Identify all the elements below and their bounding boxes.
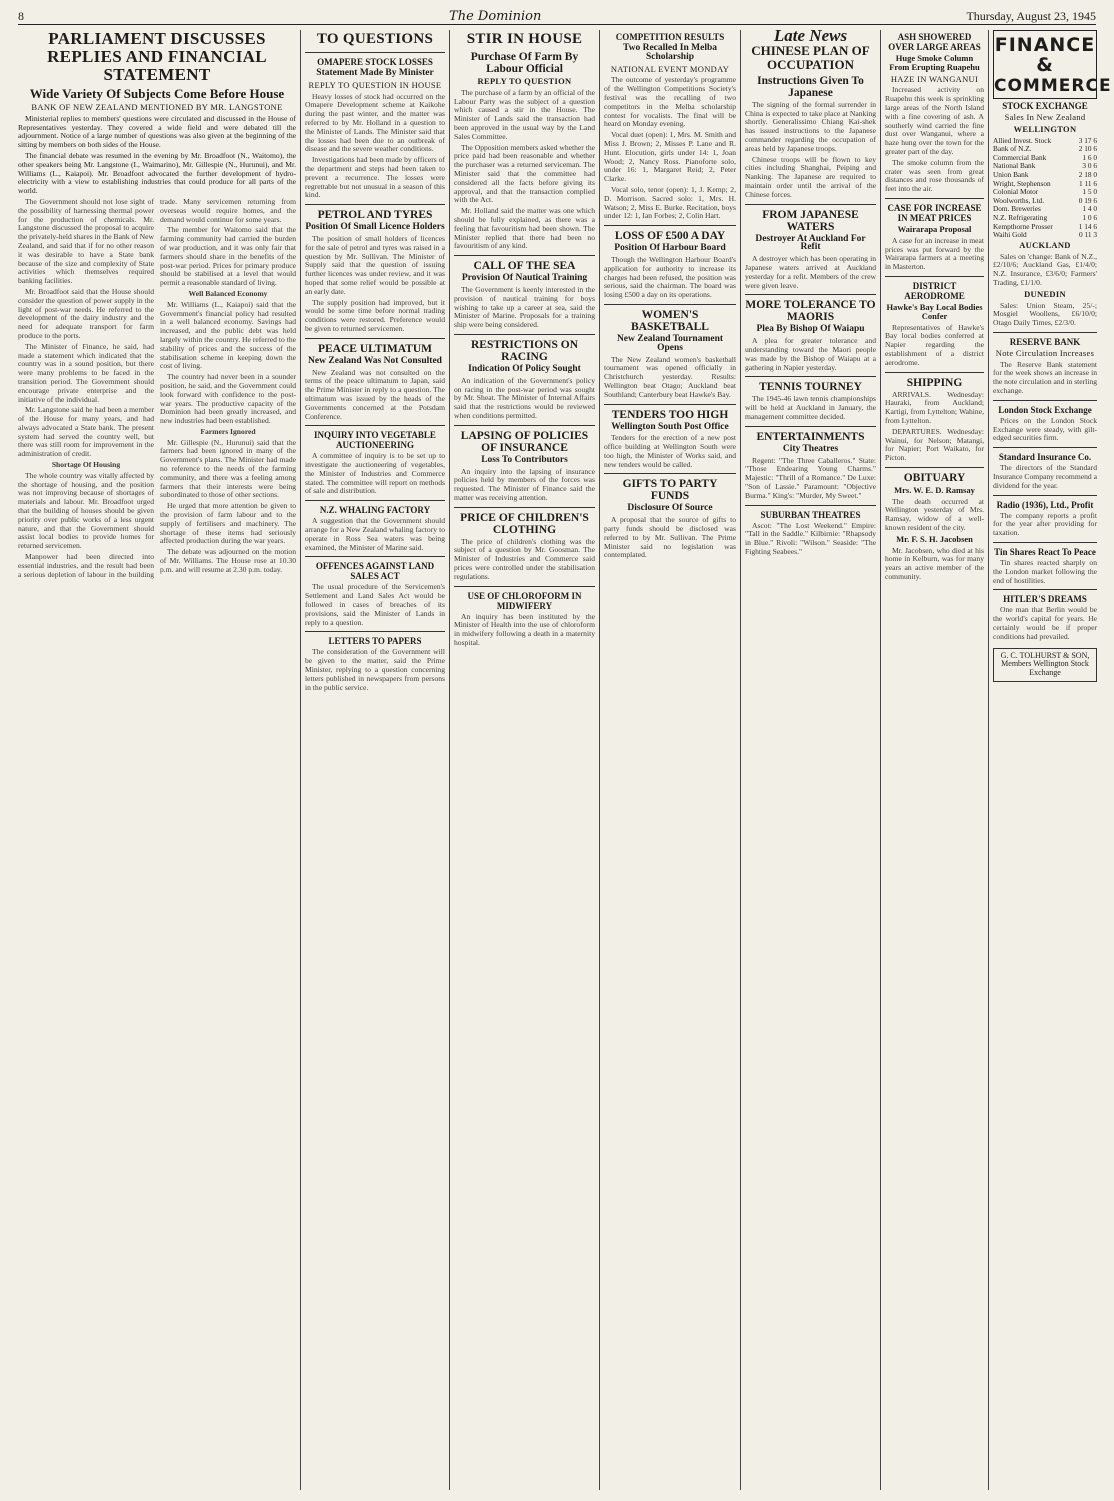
column-competition: COMPETITION RESULTS Two Recalled In Melba Scholarship NATIONAL EVENT MONDAY The outcome of yesterday's programme of the Wellington Competitions Society's festival was the recalling of two competitors in the Melba scholarship contest for vocalists. The final will be heard on Monday evening. Vocal duet (open): 1, Mrs. M. Smith and Miss J. Brown; 2, Misses P. Lane and R. Hunt. Elocution, girls under 14: 1, Joan Wood; 2, Nancy Ross. Pianoforte solo, under 16: 1, Margaret Reid; 2, Peter Clarke. Vocal solo, tenor (open): 1, J. Kemp; 2, D. Morrison. Sacred solo: 1, Mrs. H. Watson; 2, Miss E. Burke. Recitation, boys under 12: 1, Ian Forbes; 2, Colin Hart. LOSS OF £500 A DAY Position Of Harbour Board Though the Wellington Harbour Board's application for authority to increase its charges had been refused, the position was serious, said the chairman. The board was losing £500 a day on its operations. WOMEN'S BASKETBALL New Zealand Tournament Opens The New Zealand women's basketball tournament was opened officially in Christchurch yesterday. Results: Wellington beat Otago; Auckland beat Southland; Canterbury beat Hawke's Bay. TENDERS TOO HIGH Wellington South Post Office Tenders for the erection of a new post office building at Wellington South were too high, the Minister of Works said, and new tenders would be called. GIFTS TO PARTY FUNDS Disclosure Of Source A proposal that the source of gifts to party funds should be disclosed was referred to by Mr. Sullivan. The Prime Minister said no legislation was contemplated. — [604, 32, 736, 560]
subhead-gifts: Disclosure Of Source — [627, 503, 713, 514]
quote-name: Kempthorne Prosser — [993, 221, 1053, 231]
reply-competition: NATIONAL EVENT MONDAY — [610, 63, 730, 74]
finance-title-1: FINANCE & — [994, 34, 1096, 76]
quote-name: Woolworths, Ltd. — [993, 195, 1045, 205]
broker-advert: G. C. TOLHURST & SON, Members Wellington Stock Exchange — [993, 648, 1097, 682]
subhead-farm: Purchase Of Farm By Labour Official — [470, 51, 579, 75]
quote-name: Allied Invest. Stock — [993, 135, 1052, 145]
city-wellington: WELLINGTON — [1013, 123, 1077, 134]
headline-tenders: TENDERS TOO HIGH — [611, 408, 729, 421]
headline-obituary: OBITUARY — [903, 471, 966, 484]
quote-price: 1 14 6 — [1078, 221, 1097, 231]
subhead-obituary-2: Mr. F. S. H. Jacobsen — [896, 533, 973, 544]
article-intro: Ministerial replies to members' questions were circulated and discussed in the House of Representatives yesterday. They covered a wide field and were debated till the adjournment. Notice of a large number of questions was also given at the beginning of the sitting by members on both sides of the House. — [18, 113, 296, 150]
quote-name: National Bank — [993, 161, 1036, 171]
headline-peace: PEACE ULTIMATUM — [317, 342, 433, 355]
quote-name: Dom. Breweries — [993, 204, 1041, 214]
page-number: 8 — [18, 9, 24, 23]
headline-london: London Stock Exchange — [998, 404, 1092, 415]
column-ruapehu: ASH SHOWERED OVER LARGE AREAS Huge Smoke Column From Erupting Ruapehu HAZE IN WANGANUI Increased activity on Ruapehu this week is sprinkling large areas of the North Island with a fine covering of ash. A southerly wind carried the fine dust over Wanganui, where a haze hung over the town for the greater part of the day. The smoke column from the crater was seen from great distances and rose thousands of feet into the air. CASE FOR INCREASE IN MEAT PRICES Wairarapa Proposal A case for an increase in meat prices was put forward by the Wairarapa farmers at a meeting in Masterton. DISTRICT AERODROME Hawke's Bay Local Bodies Confer Representatives of Hawke's Bay local bodies conferred at Napier regarding the establishment of a district aerodrome. SHIPPING ARRIVALS. Wednesday: Hauraki, from Auckland; Kartigi, from Lyttelton; Wahine, from Lyttelton. DEPARTURES. Wednesday: Wainui, for Nelson; Matangi, for Napier; Port Waikato, for Picton. OBITUARY Mrs. W. E. D. Ramsay The death occurred at Wellington yesterday of Mrs. Ramsay, widow of a well-known resident of the city. Mr. F. S. H. Jacobsen Mr. Jacobsen, who died at his home in Kelburn, was for many years an active member of the community. — [885, 32, 984, 582]
subhead-competition: Two Recalled In Melba Scholarship — [622, 43, 718, 62]
headline-hitler: HITLER'S DREAMS — [1003, 594, 1087, 605]
quote-name: Wright, Stephenson — [993, 178, 1051, 188]
headline-sea: CALL OF THE SEA — [473, 260, 576, 273]
quote-name: Colonial Motor — [993, 187, 1039, 197]
subhead-housing: Shortage Of Housing — [51, 460, 121, 470]
quote-price: 1 6 0 — [1082, 152, 1097, 162]
headline-reserve-bank: RESERVE BANK — [1009, 336, 1081, 347]
headline-omapere: OMAPERE STOCK LOSSES — [317, 57, 433, 67]
subhead-tenders: Wellington South Post Office — [611, 421, 729, 432]
headline-tin: Tin Shares React To Peace — [994, 547, 1096, 558]
column-parliament — [18, 30, 296, 1492]
subhead-sales: Sales In New Zealand — [1004, 112, 1086, 122]
headline-tennis: TENNIS TOURNEY — [759, 381, 862, 394]
reply-ash: HAZE IN WANGANUI — [890, 73, 979, 84]
subhead-loss: Position Of Harbour Board — [614, 243, 726, 254]
subhead-basketball: New Zealand Tournament Opens — [616, 333, 724, 353]
finance-title-2: COMMERCE — [994, 76, 1112, 96]
quote-price: 3 17 6 — [1078, 135, 1097, 145]
masthead — [18, 4, 1096, 25]
headline-basketball: WOMEN'S BASKETBALL — [631, 308, 709, 333]
article-body: The Government should not lose sight of the possibility of harnessing thermal power for the production of chemicals. Mr. Langstone discussed the proposal to acquire the privately-held shares in the Bank of New Zealand, and said that if for no other reason it was desirable to have a State bank because of the size and complexity of State activities which themselves required banking facilities. Mr. Broadfoot said that the House should consider the question of power supply in the light of post-war needs. He referred to the development of the dairy industry and the need for adequate transport for farm produce to the ports. The Minister of Finance, he said, had made a statement which indicated that the country was in a sound position, but there were many problems to be faced in the transition period. The Government should encourage private enterprise and the initiative of the individual. Mr. Langstone said he had been a member of the House for many years, and had always advocated a State bank. The present system had served the country well, but there was still room for improvement in the administration of credit. Shortage Of Housing The whole country was vitally affected by the shortage of housing, and the position was not improving because of shortages of materials and labour. Mr. Broadfoot urged that the building of houses should be given priority over public works of a less urgent nature, and that the Government should assist local bodies to provide homes for returned servicemen. Manpower had been directed into essential industries, and the result had been a serious depletion of labour in the building trade. Many servicemen returning from overseas would require homes, and the demand would continue for some years. The member for Waitomo said that the farming community had carried the burden of war production, and it was only fair that farmers should share in the benefits of the post-war period. Prices for primary produce should be stabilised at a level that would permit a reasonable standard of living. Well Balanced Economy Mr. Williams (L., Kaiapoi) said that the Government's financial policy had resulted in a well balanced economy. Savings had increased, and the public debt was held largely within the country. He referred to the stability of prices and the success of the stabilisation scheme in keeping down the cost of living. The country had never been in a sounder position, he said, and the Government could look forward with confidence to the post-war years. The productive capacity of the Dominion had been greatly increased, and new industries had been established. Farmers Ignored Mr. Gillespie (N., Hurunui) said that the farmers had been ignored in many of the Government's plans. The Minister had made no reference to the needs of the farming community, and there was a feeling among farmers that their interests were being subordinated to those of other sections. He urged that more attention be given to the provision of farm labour and to the supply of fertilisers and machinery. The shortage of these items had seriously affected production during the war years. The debate was adjourned on the motion of Mr. Williams. The House rose at 10.30 p.m. and will resume at 2.30 p.m. today. — [18, 196, 296, 579]
headline-price: PRICE OF CHILDREN'S CLOTHING — [460, 511, 589, 536]
quote-price: 2 18 0 — [1078, 169, 1097, 179]
headline-stir: STIR IN HOUSE — [466, 31, 583, 47]
quote-price: 1 4 0 — [1082, 204, 1097, 214]
headline-questions: TO QUESTIONS — [316, 31, 434, 47]
quote-name: Union Bank — [993, 169, 1029, 179]
subhead-peace: New Zealand Was Not Consulted — [308, 355, 442, 366]
headline-vegetable: INQUIRY INTO VEGETABLE AUCTIONEERING — [314, 430, 436, 451]
subhead-reserve-bank: Note Circulation Increases — [995, 347, 1095, 358]
deck-parliament: Wide Variety Of Subjects Come Before House — [29, 86, 285, 101]
headline-competition: COMPETITION RESULTS — [615, 32, 725, 42]
subhead-city-theatres: City Theatres — [782, 443, 839, 454]
late-news-banner: Late News — [773, 26, 848, 45]
headline-lapse: LAPSING OF POLICIES OF INSURANCE — [460, 429, 589, 454]
headline-japan-waters: FROM JAPANESE WATERS — [762, 208, 859, 233]
subhead-obituary: Mrs. W. E. D. Ramsay — [894, 484, 975, 495]
subhead-omapere: Statement Made By Minister — [316, 68, 434, 78]
paper-title: The Dominion — [449, 9, 542, 24]
article-paragraph: The financial debate was resumed in the evening by Mr. Broadfoot (N., Waitomo), the other speakers being Mr. Langstone (I., Waimarino), Mr. Gillespie (N., Hurunui), and Mr. Williams (L., Kaiapoi). Mr. Broadfoot advocated the further development of hydro-electricity with a view to establishing industries that could produce for all parts of the world. — [18, 150, 296, 196]
subhead-ash: Huge Smoke Column From Erupting Ruapehu — [889, 53, 980, 72]
headline-ash: ASH SHOWERED OVER LARGE AREAS — [888, 32, 981, 52]
quote-name: N.Z. Refrigerating — [993, 212, 1048, 222]
headline-radio: Radio (1936), Ltd., Profit — [996, 499, 1094, 510]
headline-petrol: PETROL AND TYRES — [317, 209, 433, 222]
headline-loss: LOSS OF £500 A DAY — [614, 230, 726, 243]
headline-chloroform: USE OF CHLOROFORM IN MIDWIFERY — [467, 590, 582, 611]
quote-name: Waihi Gold — [993, 230, 1027, 240]
quote-price: 1 5 0 — [1082, 187, 1097, 197]
headline-meat: CASE FOR INCREASE IN MEAT PRICES — [887, 202, 982, 223]
headline-entertainments: ENTERTAINMENTS — [756, 430, 865, 443]
reply-stir: REPLY TO QUESTION — [477, 76, 572, 86]
quote-price: 0 11 3 — [1079, 230, 1097, 240]
headline-standard: Standard Insurance Co. — [998, 452, 1092, 463]
reply-omapere: REPLY TO QUESTION IN HOUSE — [308, 79, 442, 90]
subhead-sea: Provision Of Nautical Training — [461, 273, 588, 284]
headline-shipping: SHIPPING — [906, 376, 963, 389]
headline-suburban: SUBURBAN THEATRES — [760, 509, 861, 520]
subhead-racing: Indication Of Policy Sought — [468, 363, 581, 374]
quote-price: 1 11 6 — [1079, 178, 1097, 188]
headline-maoris: MORE TOLERANCE TO MAORIS — [745, 299, 876, 324]
quote-price: 3 0 6 — [1082, 161, 1097, 171]
quote-price: 1 0 6 — [1082, 212, 1097, 222]
city-dunedin: DUNEDIN — [1024, 288, 1066, 299]
headline-land-sales: OFFENCES AGAINST LAND SALES ACT — [315, 561, 435, 582]
headline-whaling: N.Z. WHALING FACTORY — [319, 505, 431, 516]
subhead-japan-waters: Destroyer At Auckland For Refit — [755, 233, 866, 253]
column-stir: STIR IN HOUSE Purchase Of Farm By Labour Official REPLY TO QUESTION The purchase of a farm by an official of the Labour Party was the subject of a question which caused a stir in the House. The Minister of Lands said the transaction had been approved in the usual way by the Land Sales Committee. The Opposition members asked whether the price paid had been reasonable and whether the purchaser was a returned serviceman. The Minister said that the committee had considered all the facts before giving its approval, and that the transaction complied with the Act. Mr. Holland said the matter was one which should be fully explained, as there was a feeling that favouritism had been shown. The Minister replied that there had been no favouritism of any kind. CALL OF THE SEA Provision Of Nautical Training The Government is keenly interested in the provision of nautical training for boys wishing to take up a career at sea, said the Minister of Marine. Proposals for a training ship were being considered. RESTRICTIONS ON RACING Indication Of Policy Sought An indication of the Government's policy on racing in the post-war period was sought by Mr. Sheat. The Minister of Internal Affairs said that the restrictions would be reviewed when conditions permitted. LAPSING OF POLICIES OF INSURANCE Loss To Contributors An inquiry into the lapsing of insurance policies held by members of the forces was requested. The Minister of Finance said the matter was receiving attention. PRICE OF CHILDREN'S CLOTHING The price of children's clothing was the subject of a question by Mr. Goosman. The Minister of Industries and Commerce said prices were controlled under the stabilisation regulations. USE OF CHLOROFORM IN MIDWIFERY An inquiry has been instituted by the Minister of Health into the use of chloroform in midwifery following a death in a maternity hospital. — [454, 31, 595, 648]
subhead-bank: BANK OF NEW ZEALAND MENTIONED BY MR. LANGSTONE — [31, 102, 283, 112]
subhead-farmers: Farmers Ignored — [200, 426, 256, 436]
headline-gifts: GIFTS TO PARTY FUNDS — [622, 478, 718, 503]
column-questions: TO QUESTIONS OMAPERE STOCK LOSSES Statement Made By Minister REPLY TO QUESTION IN HOUSE Heavy losses of stock had occurred on the Omapere Development scheme at Kaikohe during the past winter, and the matter was referred to by Mr. Holland in a question to the Minister of Lands. The Minister said that the losses had been due to an outbreak of disease and the severe weather conditions. Investigations had been made by officers of the department and steps had been taken to prevent a recurrence. The losses were regrettable but not unusual in a season of this kind. PETROL AND TYRES Position Of Small Licence Holders The position of small holders of licences for the sale of petrol and tyres was raised in a question by Mr. Sullivan. The Minister of Supply said that the question of issuing further licences was under review, and it was hoped that some relief would be possible at an early date. The supply position had improved, but it would be some time before normal trading conditions were restored. Preference would be given to returned servicemen. PEACE ULTIMATUM New Zealand Was Not Consulted New Zealand was not consulted on the terms of the peace ultimatum to Japan, said the Prime Minister in reply to a question. The ultimatum was issued by the heads of the Governments concerned at the Potsdam Conference. INQUIRY INTO VEGETABLE AUCTIONEERING A committee of inquiry is to be set up to investigate the auctioneering of vegetables, the Minister of Industries and Commerce stated. The committee will report on methods of sale and distribution. N.Z. WHALING FACTORY A suggestion that the Government should arrange for a New Zealand whaling factory to operate in Ross Sea waters was being examined, the Minister of Marine said. OFFENCES AGAINST LAND SALES ACT The usual procedure of the Servicemen's Settlement and Land Sales Act would be followed in cases of breaches of its provisions, said the Minister of Lands in reply to a question. LETTERS TO PAPERS The consideration of the Government will be given to the matter, said the Prime Minister, replying to a question concerning letters published in newspapers from persons in the public service. — [305, 31, 445, 692]
quote-name: Bank of N.Z. — [993, 144, 1032, 154]
headline-racing: RESTRICTIONS ON RACING — [470, 338, 579, 363]
quote-price: 2 10 6 — [1078, 144, 1097, 154]
subhead-china: Instructions Given To Japanese — [757, 74, 864, 99]
city-auckland: AUCKLAND — [1019, 239, 1071, 250]
quote-name: Commercial Bank — [993, 152, 1047, 162]
headline-stock-exchange: STOCK EXCHANGE — [1002, 101, 1088, 111]
issue-date: Thursday, August 23, 1945 — [966, 9, 1096, 23]
headline-parliament: PARLIAMENT DISCUSSES REPLIES AND FINANCIAL STATEMENT — [47, 29, 267, 84]
headline-aerodrome: DISTRICT AERODROME — [904, 280, 965, 301]
finance-banner — [993, 30, 1112, 99]
quote-row — [993, 231, 1097, 240]
subhead-aerodrome: Hawke's Bay Local Bodies Confer — [886, 301, 983, 321]
quotes-table — [993, 137, 1097, 240]
quote-price: 0 19 6 — [1078, 195, 1097, 205]
column-late-news: Late News CHINESE PLAN OF OCCUPATION Instructions Given To Japanese The signing of the formal surrender in China is expected to take place at Nanking shortly. Generalissimo Chiang Kai-shek has issued instructions to the Japanese commander regarding the occupation of areas held by Japanese troops. Chinese troops will be flown to key cities including Shanghai, Peiping and Nanking. The Japanese are required to maintain order until the arrival of the Chinese forces. FROM JAPANESE WATERS Destroyer At Auckland For Refit A destroyer which has been operating in Japanese waters arrived at Auckland yesterday for a refit. Members of the crew were given leave. MORE TOLERANCE TO MAORIS Plea By Bishop Of Waiapu A plea for greater tolerance and understanding toward the Maori people was made by the Bishop of Waiapu at a gathering in Napier yesterday. TENNIS TOURNEY The 1945-46 lawn tennis championships will be held at Auckland in January, the management committee decided. ENTERTAINMENTS City Theatres Regent: "The Three Caballeros." State: "Those Endearing Young Charms." Majestic: "Thrill of a Romance." De Luxe: "Son of Lassie." Paramount: "Objective Burma." King's: "Murder, My Sweet." SUBURBAN THEATRES Ascot: "The Lost Weekend." Empire: "Tall in the Saddle." Kilbirnie: "Rhapsody in Blue." Rivoli: "Wilson." Seaside: "The Fighting Seabees." — [745, 26, 876, 556]
subhead-maoris: Plea By Bishop Of Waiapu — [756, 324, 865, 335]
subhead-meat: Wairarapa Proposal — [897, 223, 972, 234]
headline-china: CHINESE PLAN OF OCCUPATION — [751, 42, 870, 72]
subhead-economy: Well Balanced Economy — [188, 288, 268, 298]
column-finance: FINANCE & COMMERCE STOCK EXCHANGE Sales In New Zealand WELLINGTON Allied Invest. Stock 3 17 6 Bank of N.Z. 2 10 6 Commercial Bank 1 6 0 National Bank 3 0 6 Union Bank 2 18 0 Wright, Stephenson 1 11 6 Colonial Motor 1 5 0 Woolworths, Ltd. 0 19 6 Dom. Breweries 1 4 0 N.Z. Refrigerating 1 0 6 Kempthorne Prosser 1 14 6 Waihi Gold 0 11 3 AUCKLAND Sales on 'change: Bank of N.Z., £2/10/6; Auckland Gas, £1/4/0; N.Z. Insurance, £3/6/0; Farmers' Trading, £1/1/0. DUNEDIN Sales: Union Steam, 25/-; Mosgiel Woollens, £6/10/0; Otago Daily Times, £2/3/0. RESERVE BANK Note Circulation Increases The Reserve Bank statement for the week shows an increase in the note circulation and in sterling exchange. London Stock Exchange Prices on the London Stock Exchange were steady, with gilt-edged securities firm. Standard Insurance Co. The directors of the Standard Insurance Company recommend a dividend for the year. Radio (1936), Ltd., Profit The company reports a profit for the year after providing for taxation. Tin Shares React To Peace Tin shares reacted sharply on the London market following the end of hostilities. HITLER'S DREAMS One man that Berlin would be the world's capital for years. He certainly would be if proper conditions had prevailed. G. C. TOLHURST & SON, Members Wellington Stock Exchange — [993, 30, 1097, 1492]
headline-letters: LETTERS TO PAPERS — [328, 636, 422, 647]
subhead-lapse: Loss To Contributors — [481, 454, 568, 465]
subhead-petrol: Position Of Small Licence Holders — [305, 222, 445, 233]
